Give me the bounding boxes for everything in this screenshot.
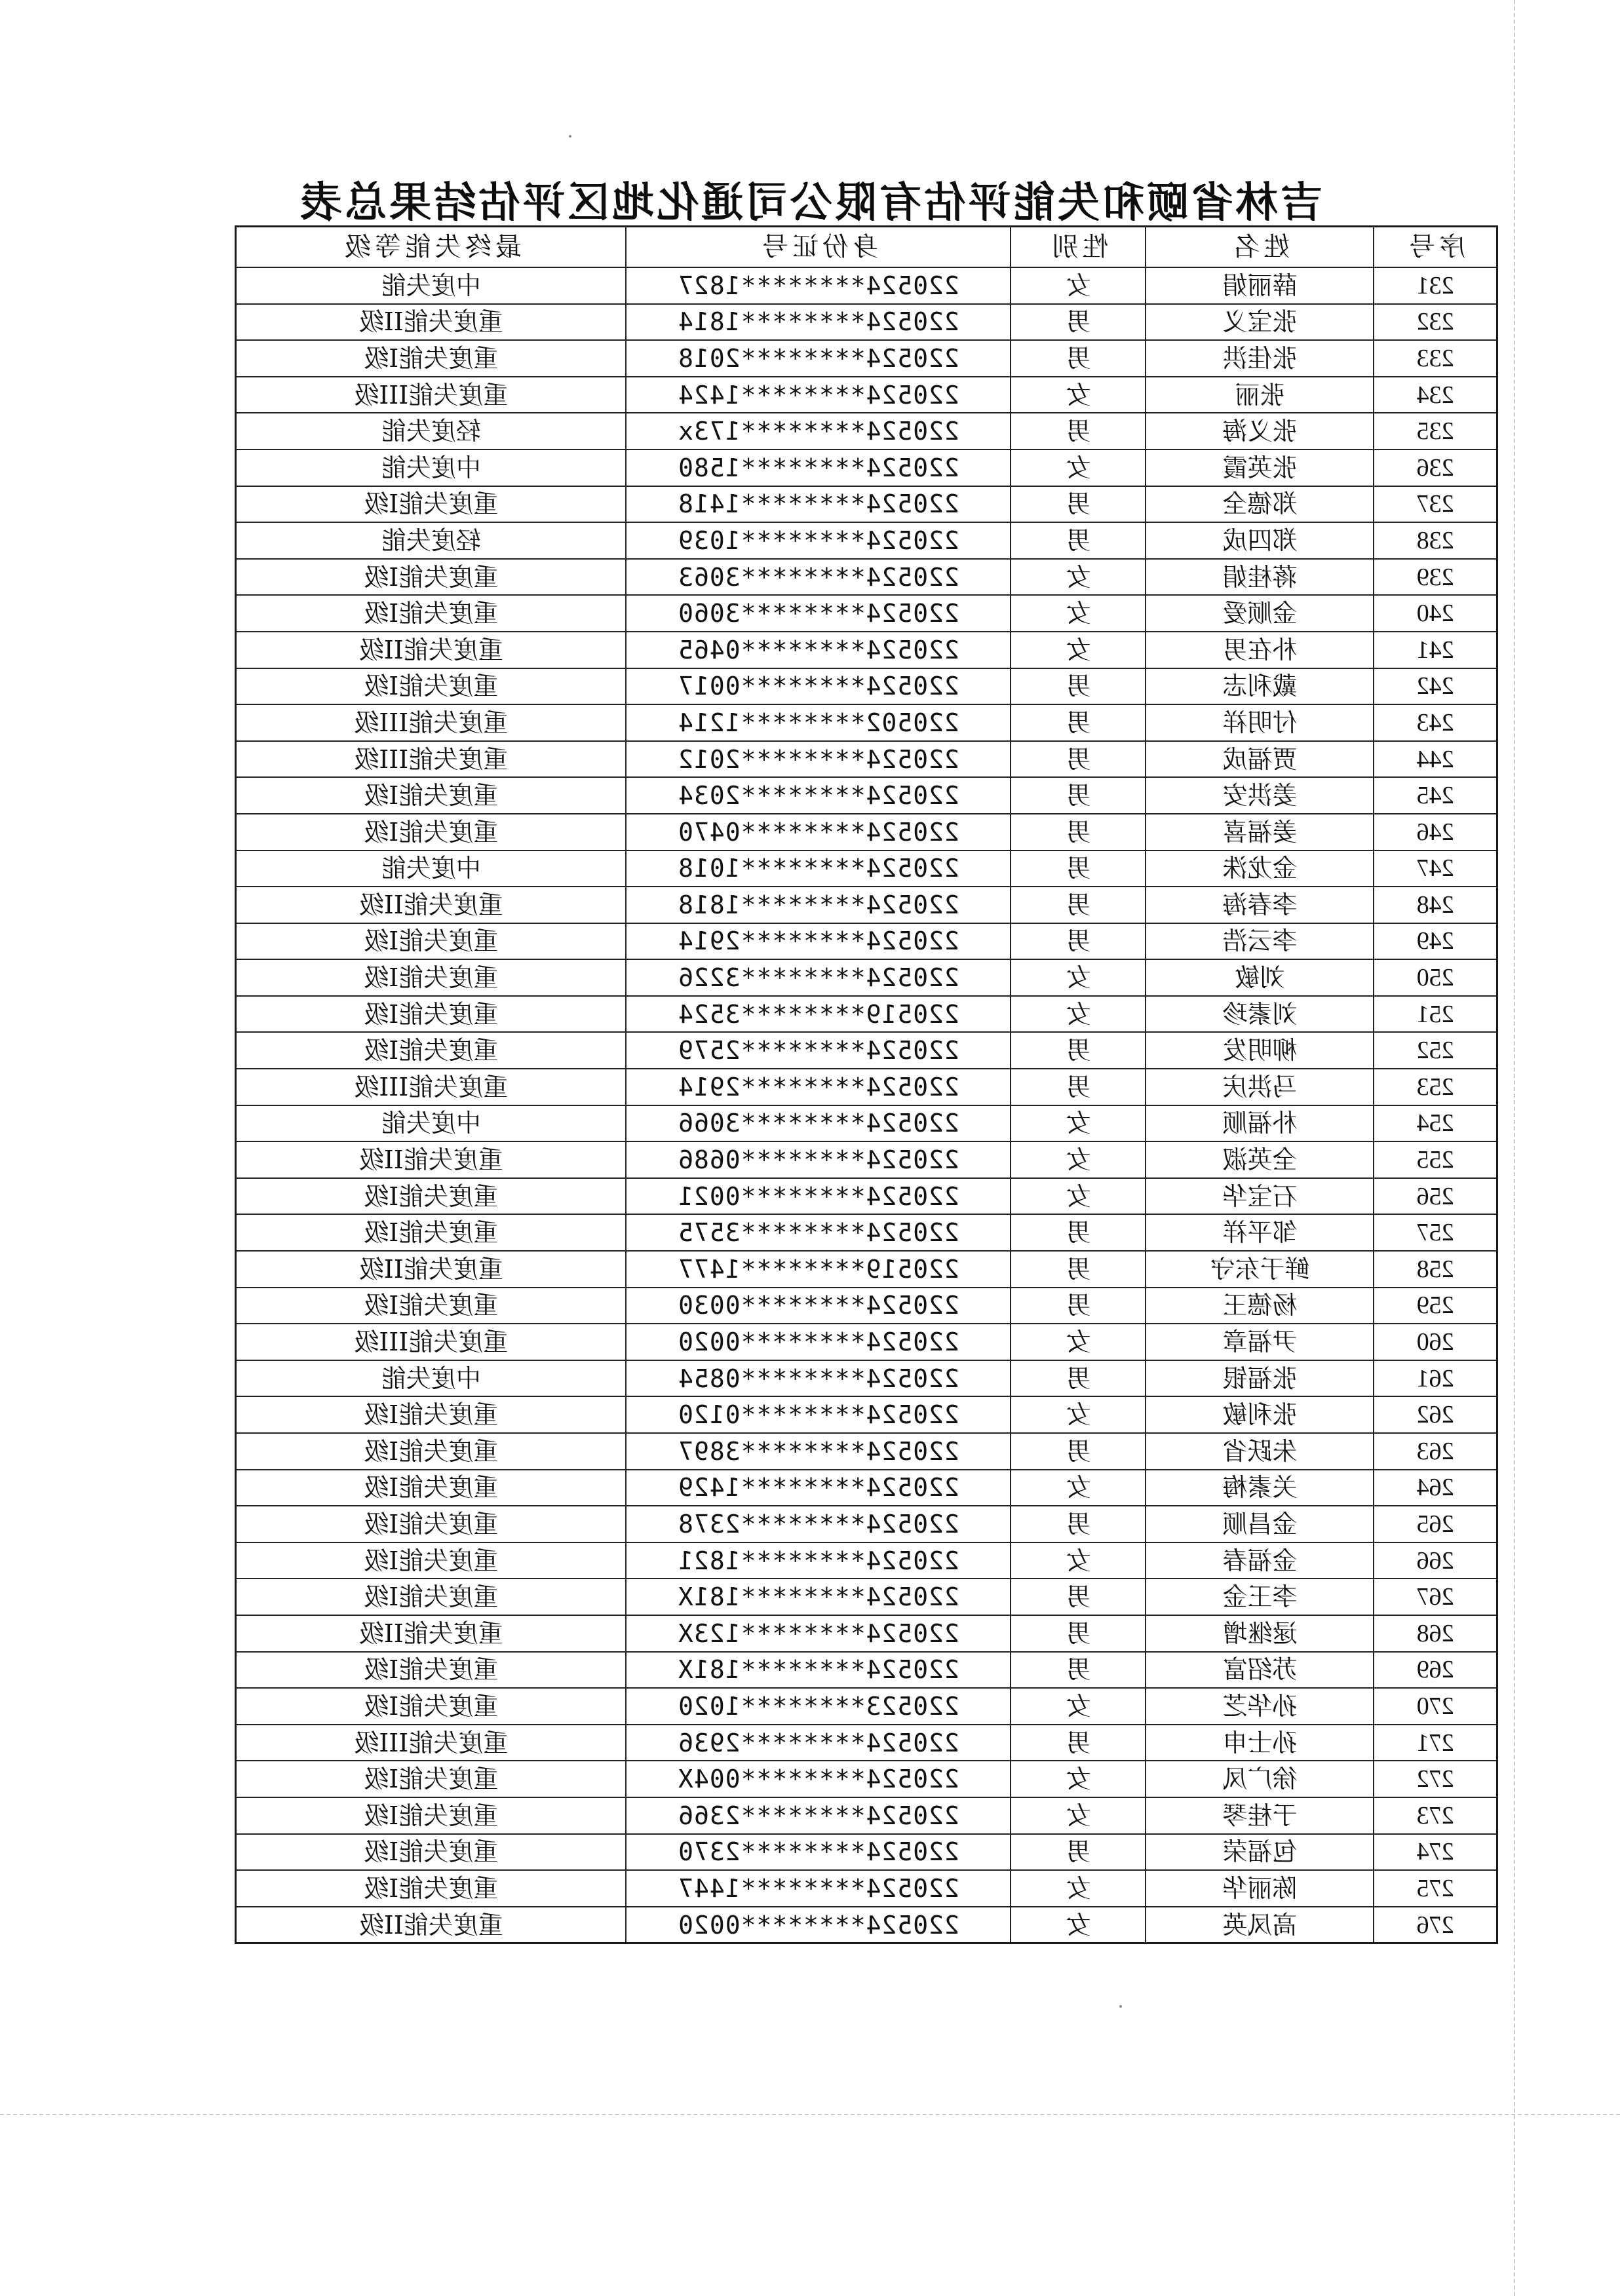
table-row xyxy=(236,704,1497,741)
cell-gender: 男 xyxy=(1011,413,1146,450)
cell-name: 朱跃省 xyxy=(1146,1433,1374,1470)
cell-gender: 女 xyxy=(1011,1324,1146,1360)
cell-disability-level: 重度失能I级 xyxy=(236,1506,627,1542)
cell-gender: 女 xyxy=(1011,450,1146,486)
cell-name: 孙华芝 xyxy=(1146,1688,1374,1725)
table-row xyxy=(236,1870,1497,1907)
cell-id-number: 220524********0854 xyxy=(627,1360,1011,1397)
cell-id-number: 220524********3226 xyxy=(627,959,1011,996)
cell-disability-level: 重度失能I级 xyxy=(236,1470,627,1506)
cell-name: 朴福顺 xyxy=(1146,1105,1374,1142)
cell-disability-level: 中度失能 xyxy=(236,267,627,304)
scan-speck xyxy=(1119,2005,1122,2008)
cell-gender: 男 xyxy=(1011,304,1146,341)
table-row xyxy=(236,1506,1497,1542)
cell-name: 包福荣 xyxy=(1146,1834,1374,1871)
cell-serial: 244 xyxy=(1374,741,1497,778)
table-row xyxy=(236,1542,1497,1579)
cell-disability-level: 重度失能I级 xyxy=(236,1578,627,1615)
cell-name: 李王金 xyxy=(1146,1578,1374,1615)
column-header-disability-level: 最终失能等级 xyxy=(236,227,627,268)
results-table xyxy=(235,225,1498,1944)
table-header-row xyxy=(236,227,1497,268)
cell-id-number: 220524********0017 xyxy=(627,668,1011,705)
table-row xyxy=(236,1688,1497,1725)
table-row xyxy=(236,450,1497,486)
cell-gender: 女 xyxy=(1011,267,1146,304)
table-row xyxy=(236,1907,1497,1943)
cell-disability-level: 重度失能I级 xyxy=(236,1214,627,1251)
cell-id-number: 220519********3524 xyxy=(627,996,1011,1033)
cell-id-number: 220524********1818 xyxy=(627,887,1011,923)
cell-gender: 男 xyxy=(1011,777,1146,814)
cell-serial: 266 xyxy=(1374,1542,1497,1579)
cell-serial: 234 xyxy=(1374,377,1497,413)
cell-disability-level: 重度失能I级 xyxy=(236,668,627,705)
cell-name: 马洪庆 xyxy=(1146,1069,1374,1105)
cell-id-number: 220524********0470 xyxy=(627,814,1011,851)
cell-disability-level: 重度失能I级 xyxy=(236,1032,627,1069)
cell-name: 邹平祥 xyxy=(1146,1214,1374,1251)
cell-disability-level: 重度失能III级 xyxy=(236,741,627,778)
cell-name: 逯继增 xyxy=(1146,1615,1374,1652)
cell-serial: 258 xyxy=(1374,1251,1497,1288)
cell-name: 李云浩 xyxy=(1146,923,1374,960)
cell-serial: 247 xyxy=(1374,851,1497,887)
cell-gender: 女 xyxy=(1011,996,1146,1033)
cell-gender: 女 xyxy=(1011,632,1146,668)
cell-serial: 263 xyxy=(1374,1433,1497,1470)
cell-id-number: 220524********1580 xyxy=(627,450,1011,486)
cell-id-number: 220524********1821 xyxy=(627,1542,1011,1579)
table-row xyxy=(236,1288,1497,1324)
cell-serial: 273 xyxy=(1374,1797,1497,1834)
table-row xyxy=(236,887,1497,923)
cell-serial: 255 xyxy=(1374,1141,1497,1178)
cell-gender: 女 xyxy=(1011,1688,1146,1725)
cell-id-number: 220524********2378 xyxy=(627,1506,1011,1542)
cell-id-number: 220524********3063 xyxy=(627,559,1011,596)
cell-disability-level: 重度失能III级 xyxy=(236,377,627,413)
cell-gender: 女 xyxy=(1011,595,1146,632)
cell-serial: 271 xyxy=(1374,1725,1497,1761)
cell-id-number: 220523********1020 xyxy=(627,1688,1011,1725)
cell-id-number: 220524********1429 xyxy=(627,1470,1011,1506)
results-table-container xyxy=(237,225,1498,1944)
cell-gender: 男 xyxy=(1011,814,1146,851)
cell-id-number: 220524********2370 xyxy=(627,1834,1011,1871)
cell-serial: 267 xyxy=(1374,1578,1497,1615)
table-row xyxy=(236,377,1497,413)
cell-serial: 268 xyxy=(1374,1615,1497,1652)
cell-serial: 242 xyxy=(1374,668,1497,705)
cell-id-number: 220524********0465 xyxy=(627,632,1011,668)
cell-disability-level: 重度失能I级 xyxy=(236,777,627,814)
cell-gender: 男 xyxy=(1011,486,1146,523)
table-row xyxy=(236,1615,1497,1652)
table-row xyxy=(236,267,1497,304)
table-row xyxy=(236,1141,1497,1178)
cell-serial: 248 xyxy=(1374,887,1497,923)
table-row xyxy=(236,1578,1497,1615)
table-row xyxy=(236,413,1497,450)
cell-gender: 男 xyxy=(1011,741,1146,778)
cell-disability-level: 中度失能 xyxy=(236,851,627,887)
cell-disability-level: 重度失能I级 xyxy=(236,1396,627,1433)
table-row xyxy=(236,1324,1497,1360)
cell-gender: 男 xyxy=(1011,1652,1146,1689)
cell-gender: 男 xyxy=(1011,1433,1146,1470)
cell-serial: 241 xyxy=(1374,632,1497,668)
cell-id-number: 220524********0020 xyxy=(627,1907,1011,1943)
cell-gender: 女 xyxy=(1011,1141,1146,1178)
cell-name: 苏绍富 xyxy=(1146,1652,1374,1689)
cell-serial: 276 xyxy=(1374,1907,1497,1943)
cell-disability-level: 重度失能II级 xyxy=(236,304,627,341)
table-row xyxy=(236,1032,1497,1069)
cell-id-number: 220524********2034 xyxy=(627,777,1011,814)
cell-name: 刘敏 xyxy=(1146,959,1374,996)
cell-gender: 女 xyxy=(1011,1870,1146,1907)
table-row xyxy=(236,1834,1497,1871)
cell-name: 陈丽华 xyxy=(1146,1870,1374,1907)
cell-id-number: 220524********2914 xyxy=(627,1069,1011,1105)
cell-gender: 男 xyxy=(1011,1069,1146,1105)
cell-serial: 250 xyxy=(1374,959,1497,996)
cell-name: 柳明发 xyxy=(1146,1032,1374,1069)
cell-gender: 男 xyxy=(1011,1506,1146,1542)
cell-disability-level: 重度失能I级 xyxy=(236,923,627,960)
column-header-serial: 序号 xyxy=(1374,227,1497,268)
cell-disability-level: 重度失能I级 xyxy=(236,595,627,632)
cell-gender: 女 xyxy=(1011,1797,1146,1834)
cell-serial: 232 xyxy=(1374,304,1497,341)
cell-id-number: 220524********0686 xyxy=(627,1141,1011,1178)
cell-disability-level: 重度失能I级 xyxy=(236,1761,627,1797)
scan-edge-mark xyxy=(0,2114,1620,2115)
cell-id-number: 220524********1447 xyxy=(627,1870,1011,1907)
cell-disability-level: 重度失能II级 xyxy=(236,1251,627,1288)
table-row xyxy=(236,1396,1497,1433)
cell-name: 金顺爱 xyxy=(1146,595,1374,632)
cell-serial: 237 xyxy=(1374,486,1497,523)
cell-gender: 女 xyxy=(1011,1178,1146,1215)
cell-serial: 252 xyxy=(1374,1032,1497,1069)
cell-gender: 男 xyxy=(1011,340,1146,377)
scan-edge-mark xyxy=(1514,0,1515,2296)
table-row xyxy=(236,304,1497,341)
cell-gender: 男 xyxy=(1011,1615,1146,1652)
cell-disability-level: 轻度失能 xyxy=(236,413,627,450)
cell-id-number: 220524********004X xyxy=(627,1761,1011,1797)
cell-disability-level: 重度失能II级 xyxy=(236,1907,627,1943)
cell-name: 全英淑 xyxy=(1146,1141,1374,1178)
cell-serial: 235 xyxy=(1374,413,1497,450)
table-row xyxy=(236,1105,1497,1142)
cell-serial: 251 xyxy=(1374,996,1497,1033)
cell-id-number: 220524********1018 xyxy=(627,851,1011,887)
table-row xyxy=(236,1433,1497,1470)
cell-id-number: 220519********1477 xyxy=(627,1251,1011,1288)
table-row xyxy=(236,1251,1497,1288)
cell-name: 朴在男 xyxy=(1146,632,1374,668)
cell-id-number: 220524********123X xyxy=(627,1615,1011,1652)
cell-gender: 女 xyxy=(1011,1907,1146,1943)
cell-serial: 233 xyxy=(1374,340,1497,377)
cell-id-number: 220524********3575 xyxy=(627,1214,1011,1251)
cell-gender: 男 xyxy=(1011,1214,1146,1251)
cell-name: 金福春 xyxy=(1146,1542,1374,1579)
table-row xyxy=(236,1797,1497,1834)
table-row xyxy=(236,1069,1497,1105)
cell-name: 张英霞 xyxy=(1146,450,1374,486)
cell-gender: 男 xyxy=(1011,522,1146,559)
cell-serial: 249 xyxy=(1374,923,1497,960)
cell-gender: 男 xyxy=(1011,887,1146,923)
cell-disability-level: 中度失能 xyxy=(236,1105,627,1142)
cell-id-number: 220524********1039 xyxy=(627,522,1011,559)
cell-disability-level: 中度失能 xyxy=(236,450,627,486)
table-row xyxy=(236,1725,1497,1761)
cell-disability-level: 重度失能I级 xyxy=(236,1834,627,1871)
cell-gender: 男 xyxy=(1011,1288,1146,1324)
cell-name: 戴利志 xyxy=(1146,668,1374,705)
cell-name: 郑四成 xyxy=(1146,522,1374,559)
cell-name: 郑德全 xyxy=(1146,486,1374,523)
table-row xyxy=(236,1761,1497,1797)
cell-disability-level: 重度失能I级 xyxy=(236,340,627,377)
table-row xyxy=(236,959,1497,996)
document-title: 吉林省颐和失能评估有限公司通化地区评估结果总表 xyxy=(298,178,1322,227)
cell-disability-level: 重度失能III级 xyxy=(236,1069,627,1105)
cell-serial: 257 xyxy=(1374,1214,1497,1251)
cell-disability-level: 重度失能II级 xyxy=(236,887,627,923)
cell-id-number: 220524********181X xyxy=(627,1578,1011,1615)
cell-disability-level: 重度失能I级 xyxy=(236,1288,627,1324)
cell-id-number: 220524********1418 xyxy=(627,486,1011,523)
table-row xyxy=(236,1178,1497,1215)
cell-serial: 275 xyxy=(1374,1870,1497,1907)
cell-disability-level: 重度失能I级 xyxy=(236,559,627,596)
table-row xyxy=(236,559,1497,596)
table-row xyxy=(236,851,1497,887)
cell-gender: 男 xyxy=(1011,704,1146,741)
cell-serial: 239 xyxy=(1374,559,1497,596)
cell-name: 姜洪安 xyxy=(1146,777,1374,814)
table-row xyxy=(236,923,1497,960)
cell-gender: 女 xyxy=(1011,1542,1146,1579)
cell-name: 张佳洪 xyxy=(1146,340,1374,377)
cell-serial: 270 xyxy=(1374,1688,1497,1725)
cell-disability-level: 重度失能III级 xyxy=(236,1725,627,1761)
cell-gender: 女 xyxy=(1011,1761,1146,1797)
cell-disability-level: 重度失能I级 xyxy=(236,1652,627,1689)
cell-name: 孙士申 xyxy=(1146,1725,1374,1761)
cell-serial: 243 xyxy=(1374,704,1497,741)
cell-serial: 254 xyxy=(1374,1105,1497,1142)
table-row xyxy=(236,522,1497,559)
cell-disability-level: 重度失能I级 xyxy=(236,996,627,1033)
cell-name: 蒋桂娟 xyxy=(1146,559,1374,596)
table-row xyxy=(236,1214,1497,1251)
cell-name: 张丽 xyxy=(1146,377,1374,413)
cell-serial: 245 xyxy=(1374,777,1497,814)
table-row xyxy=(236,814,1497,851)
cell-name: 金龙洙 xyxy=(1146,851,1374,887)
cell-disability-level: 中度失能 xyxy=(236,1360,627,1397)
cell-gender: 女 xyxy=(1011,1470,1146,1506)
cell-disability-level: 重度失能III级 xyxy=(236,1324,627,1360)
cell-id-number: 220502********1214 xyxy=(627,704,1011,741)
table-row xyxy=(236,996,1497,1033)
scan-speck xyxy=(569,135,571,138)
cell-disability-level: 重度失能I级 xyxy=(236,1688,627,1725)
cell-name: 张义海 xyxy=(1146,413,1374,450)
table-row xyxy=(236,632,1497,668)
table-row xyxy=(236,741,1497,778)
cell-name: 刘素珍 xyxy=(1146,996,1374,1033)
cell-name: 杨德王 xyxy=(1146,1288,1374,1324)
cell-disability-level: 重度失能I级 xyxy=(236,1178,627,1215)
cell-serial: 231 xyxy=(1374,267,1497,304)
table-row xyxy=(236,340,1497,377)
cell-disability-level: 重度失能II级 xyxy=(236,1141,627,1178)
cell-id-number: 220524********0021 xyxy=(627,1178,1011,1215)
cell-id-number: 220524********3897 xyxy=(627,1433,1011,1470)
cell-id-number: 220524********2579 xyxy=(627,1032,1011,1069)
results-table-body xyxy=(236,267,1497,1943)
cell-name: 高凤英 xyxy=(1146,1907,1374,1943)
cell-name: 尹福章 xyxy=(1146,1324,1374,1360)
cell-id-number: 220524********0020 xyxy=(627,1324,1011,1360)
cell-disability-level: 重度失能I级 xyxy=(236,1542,627,1579)
cell-disability-level: 重度失能I级 xyxy=(236,1433,627,1470)
cell-name: 付明祥 xyxy=(1146,704,1374,741)
cell-serial: 246 xyxy=(1374,814,1497,851)
cell-name: 徐广凤 xyxy=(1146,1761,1374,1797)
cell-name: 鲜于东守 xyxy=(1146,1251,1374,1288)
cell-name: 于桂琴 xyxy=(1146,1797,1374,1834)
column-header-id-number: 身份证号 xyxy=(627,227,1011,268)
cell-id-number: 220524********3066 xyxy=(627,1105,1011,1142)
cell-gender: 男 xyxy=(1011,1251,1146,1288)
cell-name: 关素梅 xyxy=(1146,1470,1374,1506)
cell-id-number: 220524********0030 xyxy=(627,1288,1011,1324)
cell-name: 薛丽娟 xyxy=(1146,267,1374,304)
cell-serial: 261 xyxy=(1374,1360,1497,1397)
cell-id-number: 220524********173x xyxy=(627,413,1011,450)
cell-name: 张福银 xyxy=(1146,1360,1374,1397)
cell-gender: 女 xyxy=(1011,959,1146,996)
cell-serial: 259 xyxy=(1374,1288,1497,1324)
cell-disability-level: 重度失能III级 xyxy=(236,704,627,741)
cell-id-number: 220524********181X xyxy=(627,1652,1011,1689)
cell-name: 李春海 xyxy=(1146,887,1374,923)
cell-id-number: 220524********2936 xyxy=(627,1725,1011,1761)
cell-gender: 女 xyxy=(1011,1105,1146,1142)
cell-name: 张利敏 xyxy=(1146,1396,1374,1433)
cell-gender: 男 xyxy=(1011,1834,1146,1871)
cell-gender: 男 xyxy=(1011,851,1146,887)
cell-serial: 272 xyxy=(1374,1761,1497,1797)
cell-gender: 男 xyxy=(1011,1032,1146,1069)
cell-gender: 男 xyxy=(1011,1360,1146,1397)
cell-id-number: 220524********2366 xyxy=(627,1797,1011,1834)
cell-name: 金昌顺 xyxy=(1146,1506,1374,1542)
table-row xyxy=(236,668,1497,705)
cell-gender: 女 xyxy=(1011,559,1146,596)
cell-serial: 260 xyxy=(1374,1324,1497,1360)
column-header-name: 姓名 xyxy=(1146,227,1374,268)
table-row xyxy=(236,595,1497,632)
cell-serial: 265 xyxy=(1374,1506,1497,1542)
cell-id-number: 220524********1424 xyxy=(627,377,1011,413)
cell-serial: 256 xyxy=(1374,1178,1497,1215)
cell-id-number: 220524********2018 xyxy=(627,340,1011,377)
cell-disability-level: 轻度失能 xyxy=(236,522,627,559)
table-row xyxy=(236,1470,1497,1506)
cell-id-number: 220524********3060 xyxy=(627,595,1011,632)
cell-gender: 女 xyxy=(1011,1396,1146,1433)
cell-id-number: 220524********1827 xyxy=(627,267,1011,304)
cell-serial: 274 xyxy=(1374,1834,1497,1871)
cell-name: 贾福成 xyxy=(1146,741,1374,778)
cell-gender: 男 xyxy=(1011,1725,1146,1761)
cell-disability-level: 重度失能II级 xyxy=(236,632,627,668)
cell-serial: 264 xyxy=(1374,1470,1497,1506)
cell-disability-level: 重度失能I级 xyxy=(236,486,627,523)
cell-serial: 236 xyxy=(1374,450,1497,486)
cell-disability-level: 重度失能I级 xyxy=(236,1870,627,1907)
cell-disability-level: 重度失能I级 xyxy=(236,814,627,851)
table-row xyxy=(236,486,1497,523)
cell-gender: 男 xyxy=(1011,923,1146,960)
cell-id-number: 220524********2914 xyxy=(627,923,1011,960)
cell-gender: 女 xyxy=(1011,377,1146,413)
cell-disability-level: 重度失能II级 xyxy=(236,1615,627,1652)
cell-disability-level: 重度失能I级 xyxy=(236,959,627,996)
table-row xyxy=(236,1360,1497,1397)
cell-id-number: 220524********1814 xyxy=(627,304,1011,341)
cell-serial: 269 xyxy=(1374,1652,1497,1689)
cell-gender: 男 xyxy=(1011,668,1146,705)
cell-id-number: 220524********2012 xyxy=(627,741,1011,778)
cell-id-number: 220524********0120 xyxy=(627,1396,1011,1433)
cell-gender: 男 xyxy=(1011,1578,1146,1615)
table-row xyxy=(236,1652,1497,1689)
cell-serial: 253 xyxy=(1374,1069,1497,1105)
cell-serial: 240 xyxy=(1374,595,1497,632)
cell-name: 张宝义 xyxy=(1146,304,1374,341)
table-row xyxy=(236,777,1497,814)
cell-serial: 238 xyxy=(1374,522,1497,559)
column-header-gender: 性别 xyxy=(1011,227,1146,268)
cell-name: 石宝华 xyxy=(1146,1178,1374,1215)
cell-name: 姜福喜 xyxy=(1146,814,1374,851)
cell-serial: 262 xyxy=(1374,1396,1497,1433)
cell-disability-level: 重度失能I级 xyxy=(236,1797,627,1834)
